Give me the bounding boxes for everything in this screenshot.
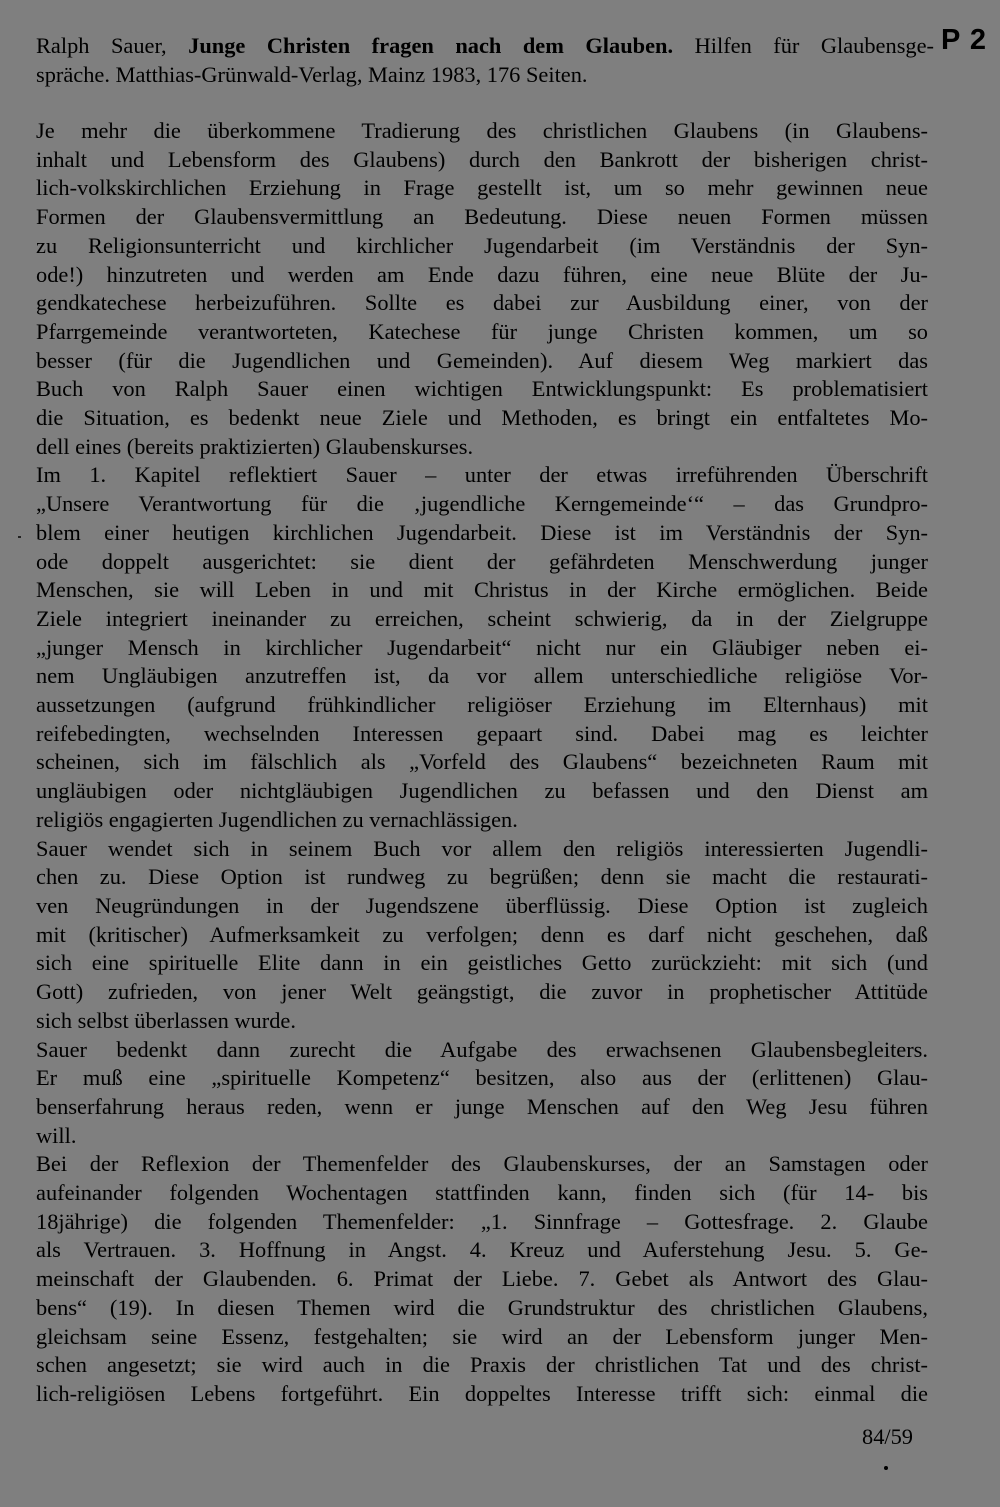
text-line: zu Religionsunterricht und kirchlicher Jugendarbeit (im Verständnis der Syn- [36, 232, 928, 258]
text-line: Er muß eine „spirituelle Kompetenz“ besitzen, also aus der (erlittenen) Glau- [36, 1065, 928, 1091]
text-line: lich-volkskirchlichen Erziehung in Frage gestellt ist, um so mehr gewinnen neue [36, 175, 928, 201]
text-line: besser (für die Jugendlichen und Gemeinden). Auf diesem Weg markiert das [36, 347, 928, 373]
text-line: als Vertrauen. 3. Hoffnung in Angst. 4. Kreuz und Auferstehung Jesu. 5. Ge- [36, 1237, 928, 1263]
citation-line-2: spräche. Matthias-Grünwald-Verlag, Mainz 1983, 176 Seiten. [36, 61, 588, 87]
text-line: mit (kritischer) Aufmerksamkeit zu verfolgen; denn es darf nicht geschehen, daß [36, 921, 928, 947]
citation-title: Junge Christen fragen nach dem Glauben. [188, 33, 674, 58]
text-line: Menschen, sie will Leben in und mit Christus in der Kirche ermöglichen. Beide [36, 577, 928, 603]
text-line: Sauer bedenkt dann zurecht die Aufgabe des erwachsenen Glaubensbegleiters. [36, 1036, 928, 1062]
page-number: 84/59 [862, 1424, 914, 1449]
text-line: die Situation, es bedenkt neue Ziele und Methoden, es bringt ein entfaltetes Mo- [36, 405, 928, 431]
text-line: sich selbst überlassen wurde. [36, 1007, 296, 1033]
text-line: schen angesetzt; sie wird auch in die Praxis der christlichen Tat und des christ- [36, 1352, 928, 1378]
text-line: „Unsere Verantwortung für die ‚jugendliche Kerngemeinde‘“ – das Grundpro- [36, 491, 928, 517]
book-citation [36, 32, 934, 89]
text-line: will. [36, 1122, 77, 1148]
text-line: nem Ungläubigen anzutreffen ist, da vor allem unterschiedliche religiöse Vor- [36, 663, 928, 689]
text-line: gleichsam seine Essenz, festgehalten; sie wird an der Lebensform junger Men- [36, 1323, 928, 1349]
text-line: reifebedingten, wechselnden Interessen gepaart sind. Dabei mag es leichter [36, 720, 928, 746]
text-line: blem einer heutigen kirchlichen Jugendarbeit. Diese ist im Verständnis der Syn- [36, 519, 928, 545]
citation-line-1 [36, 32, 934, 61]
text-line: chen zu. Diese Option ist rundweg zu begrüßen; denn sie macht die restaurati- [36, 864, 928, 890]
text-line: aufeinander folgenden Wochentagen stattfinden kann, finden sich (für 14- bis [36, 1180, 928, 1206]
review-body [36, 117, 928, 1409]
text-line: ode doppelt ausgerichtet: sie dient der gefährdeten Menschwerdung junger [36, 548, 928, 574]
scan-speck [18, 536, 21, 538]
text-line: Ziele integriert ineinander zu erreichen, scheint schwierig, da in der Zielgruppe [36, 605, 928, 631]
text-line: scheinen, sich im fälschlich als „Vorfeld des Glaubens“ bezeichneten Raum mit [36, 749, 928, 775]
text-line: Sauer wendet sich in seinem Buch vor allem den religiös interessierten Jugendli- [36, 835, 928, 861]
text-line: Bei der Reflexion der Themenfelder des Glaubenskurses, der an Samstagen oder [36, 1151, 928, 1177]
text-line: meinschaft der Glaubenden. 6. Primat der Liebe. 7. Gebet als Antwort des Glau- [36, 1266, 928, 1292]
text-line: „junger Mensch in kirchlicher Jugendarbeit“ nicht nur ein Gläubiger neben ei- [36, 634, 928, 660]
text-line: 18jährige) die folgenden Themenfelder: „1. Sinnfrage – Gottesfrage. 2. Glaube [36, 1208, 928, 1234]
text-line: inhalt und Lebensform des Glaubens) durch den Bankrott der bisherigen christ- [36, 146, 928, 172]
citation-line-1-rest: Hilfen für Glaubensge- [694, 33, 934, 58]
ink-dot [884, 1466, 888, 1470]
text-line: Je mehr die überkommene Tradierung des christlichen Glaubens (in Glaubens- [36, 118, 928, 143]
text-line: Buch von Ralph Sauer einen wichtigen Entwicklungspunkt: Es problematisiert [36, 376, 928, 402]
citation-author: Ralph Sauer, [36, 33, 167, 58]
text-line: ungläubigen oder nichtgläubigen Jugendlichen zu befassen und den Dienst am [36, 778, 928, 804]
text-line: dell eines (bereits praktizierten) Glaubenskurses. [36, 433, 474, 459]
text-line: benserfahrung heraus reden, wenn er junge Menschen auf den Weg Jesu führen [36, 1093, 928, 1119]
section-marker: P 2 [941, 24, 988, 56]
text-line: Im 1. Kapitel reflektiert Sauer – unter der etwas irreführenden Überschrift [36, 462, 928, 488]
text-line: bens“ (19). In diesen Themen wird die Grundstruktur des christlichen Glaubens, [36, 1294, 928, 1320]
text-line: Gott) zufrieden, von jener Welt geängstigt, die zuvor in prophetischer Attitüde [36, 979, 928, 1005]
text-line: Pfarrgemeinde verantworteten, Katechese für junge Christen kommen, um so [36, 318, 928, 344]
text-line: aussetzungen (aufgrund frühkindlicher religiöser Erziehung im Elternhaus) mit [36, 692, 928, 718]
text-line: lich-religiösen Lebens fortgeführt. Ein doppeltes Interesse trifft sich: einmal die [36, 1380, 928, 1406]
text-line: gendkatechese herbeizuführen. Sollte es dabei zur Ausbildung einer, von der [36, 290, 928, 316]
text-line: ode!) hinzutreten und werden am Ende dazu führen, eine neue Blüte der Ju- [36, 261, 928, 287]
text-line: sich eine spirituelle Elite dann in ein geistliches Getto zurückzieht: mit sich (und [36, 950, 928, 976]
text-line: Formen der Glaubensvermittlung an Bedeutung. Diese neuen Formen müssen [36, 204, 928, 230]
text-line: ven Neugründungen in der Jugendszene überflüssig. Diese Option ist zugleich [36, 892, 928, 918]
text-line: religiös engagierten Jugendlichen zu vernachlässigen. [36, 806, 518, 832]
